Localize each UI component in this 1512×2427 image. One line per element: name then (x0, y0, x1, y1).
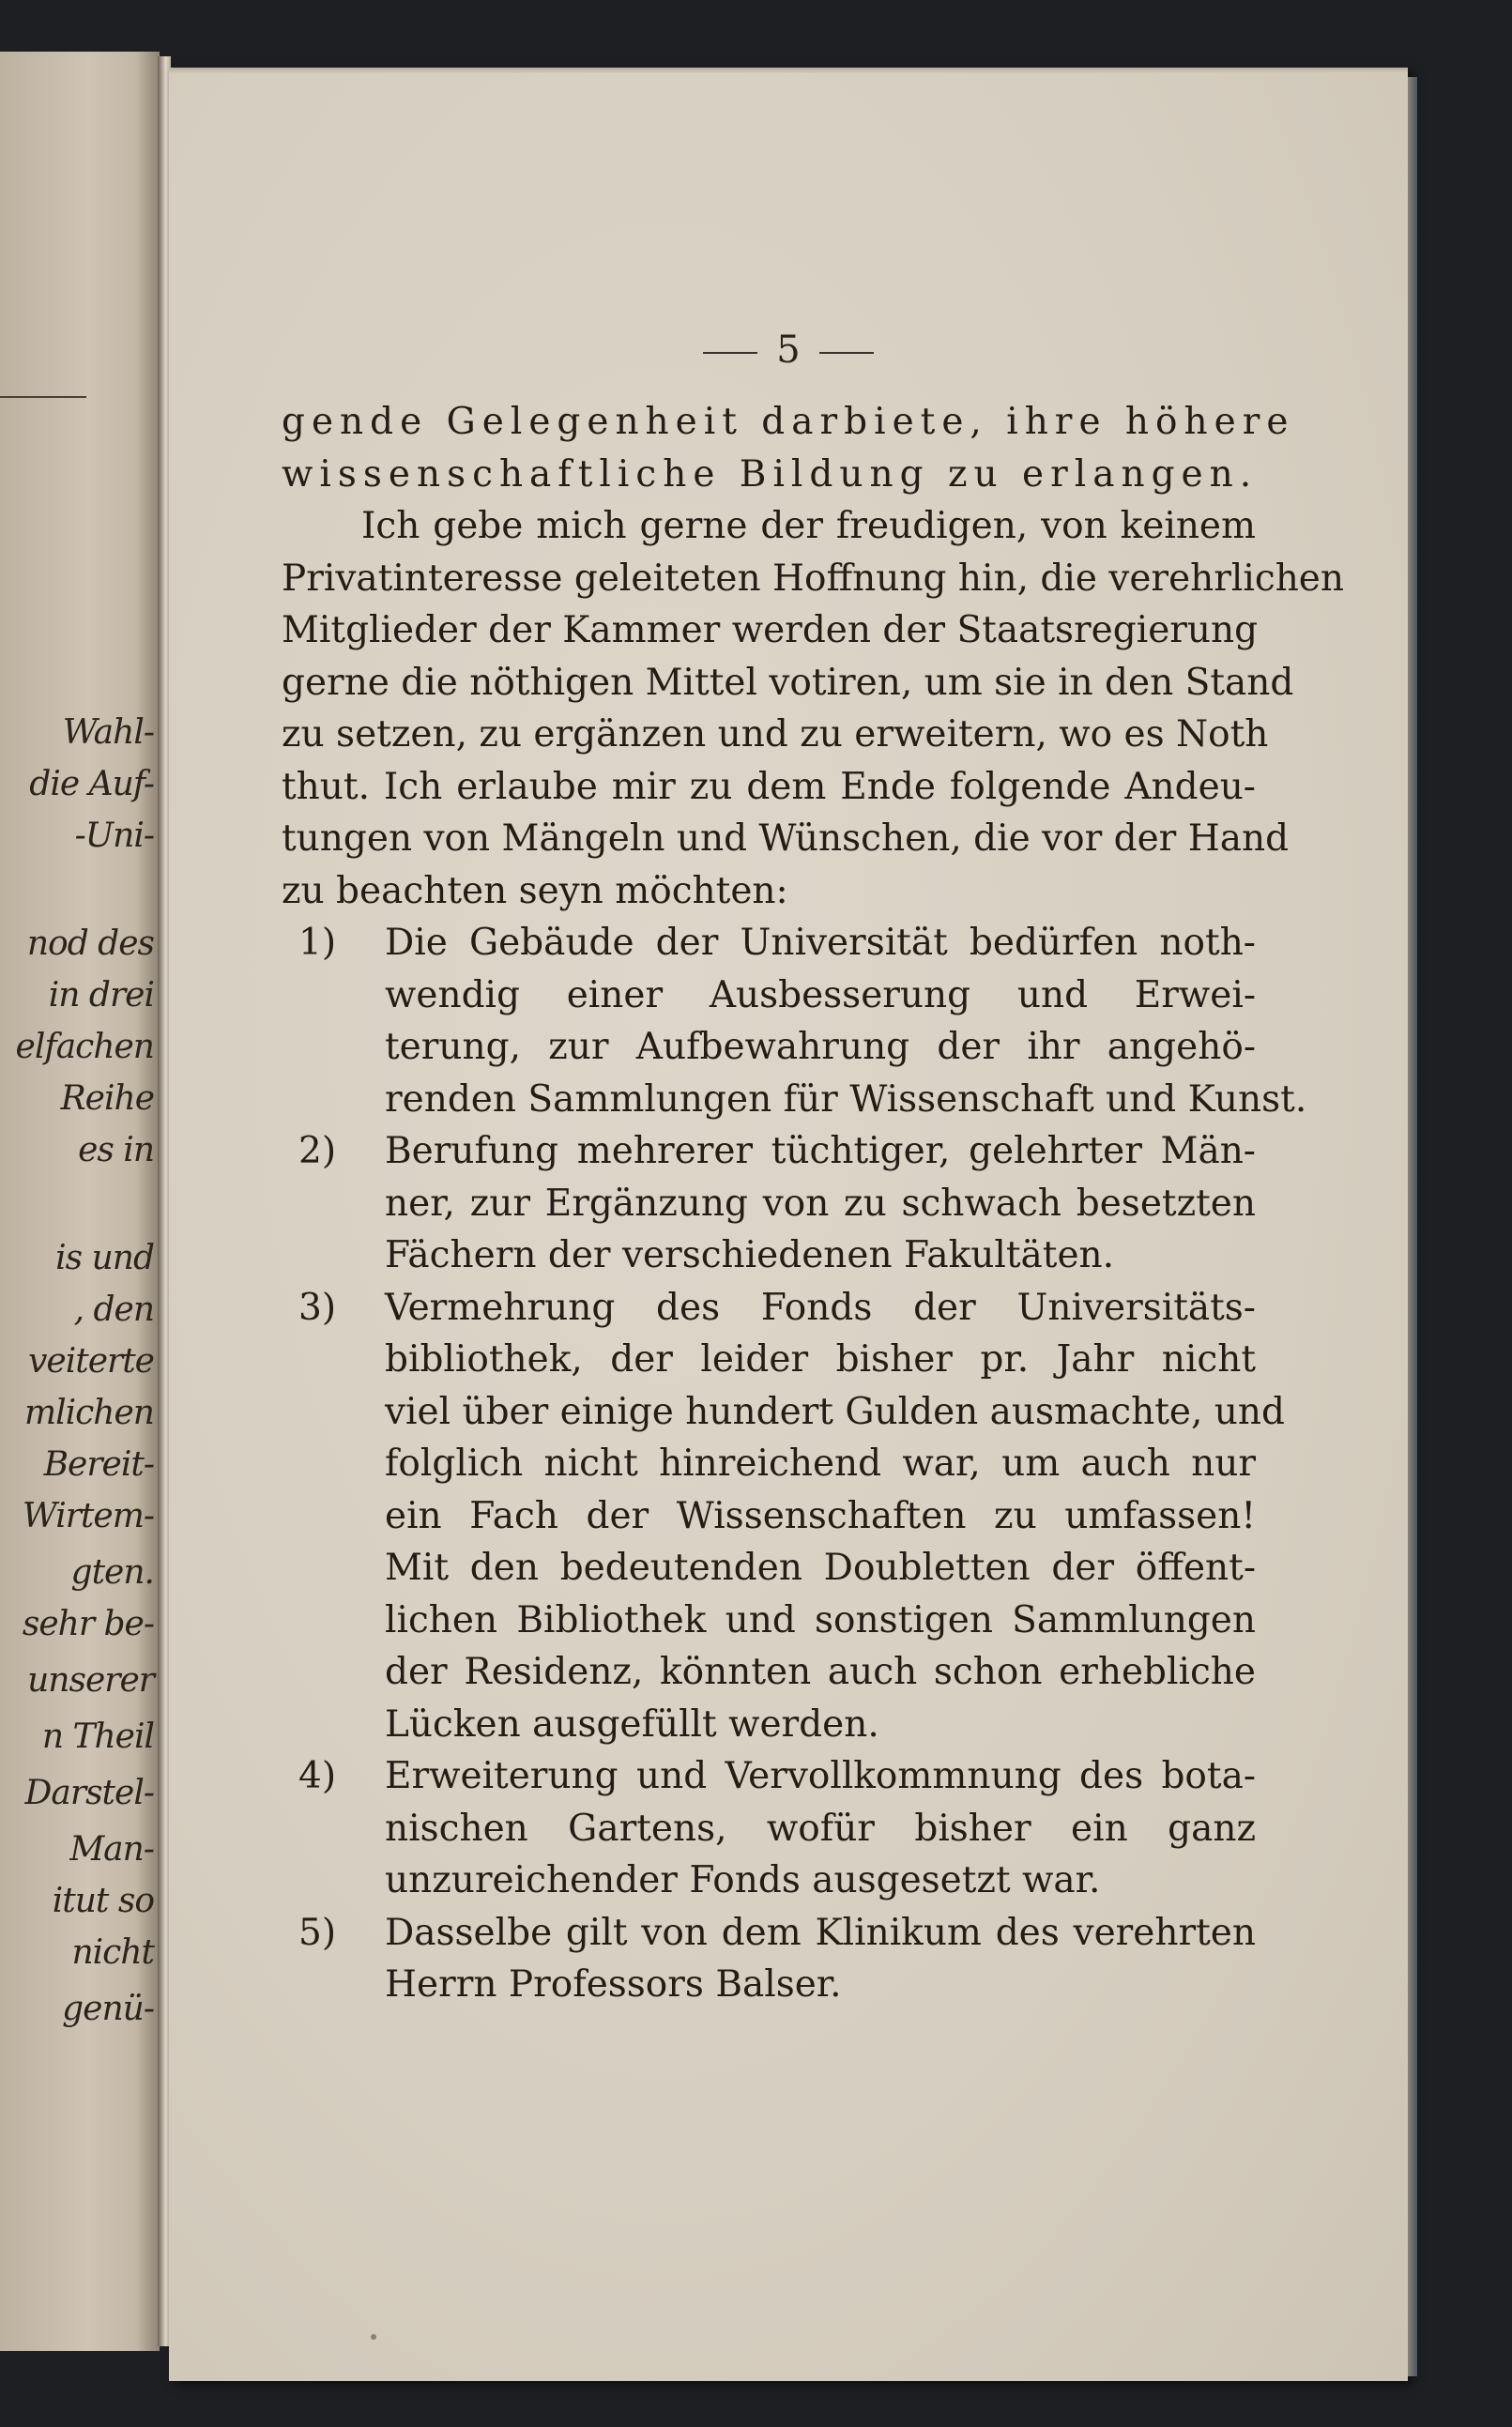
text-line: unzureichender Fonds ausgesetzt war. (385, 1859, 1101, 1901)
list-number: 5) (298, 1911, 337, 1954)
text-line: Ich gebe mich gerne der freudigen, von keinem (361, 505, 1256, 547)
facing-page-fragment: is und (55, 1239, 154, 1277)
text-line: nischen Gartens, wofür bisher ein ganz (385, 1807, 1256, 1850)
list-number: 3) (298, 1286, 337, 1329)
list-number: 1) (298, 922, 337, 964)
text-line: Mit den bedeutenden Doubletten der öffent- (385, 1547, 1256, 1589)
text-line: Mitglieder der Kammer werden der Staatsregierung (282, 609, 1259, 651)
paper-speck (371, 2334, 376, 2340)
text-line: bibliothek, der leider bisher pr. Jahr nicht (385, 1338, 1256, 1381)
list-item-1 (282, 917, 1307, 1125)
facing-page-fragment: Wahl- (62, 713, 154, 752)
text-line: thut. Ich erlaube mir zu dem Ende folgende Andeu- (282, 765, 1256, 808)
page-number-header (169, 328, 1408, 372)
header-rule-left (0, 396, 86, 398)
facing-page-fragment: gten. (70, 1553, 154, 1592)
facing-page-fragment: Bereit- (43, 1445, 154, 1484)
right-dash (819, 352, 874, 354)
facing-page-fragment: in drei (48, 976, 154, 1015)
facing-page-fragment: nod des (26, 924, 154, 963)
text-line: Dasselbe gilt von dem Klinikum des verehrten (385, 1911, 1256, 1954)
list-number: 2) (298, 1130, 337, 1172)
facing-page-fragment: n Theil (41, 1717, 154, 1756)
facing-page-fragment: veiterte (28, 1342, 154, 1381)
text-line: Privatinteresse geleiteten Hoffnung hin, die verehrlichen (282, 557, 1345, 600)
list-number: 4) (298, 1755, 337, 1797)
facing-page-fragment: Man- (69, 1830, 154, 1869)
text-line: Lücken ausgefüllt werden. (385, 1702, 879, 1746)
list-item-2 (282, 1125, 1256, 1282)
page-right-edge (1408, 77, 1417, 2376)
text-line: ein Fach der Wissenschaften zu umfassen! (385, 1494, 1256, 1537)
facing-page-fragment: Wirtem- (22, 1497, 154, 1535)
list-item-4 (282, 1750, 1256, 1907)
text-line: zu beachten seyn möchten: (282, 869, 788, 912)
facing-page-fragment: es in (78, 1131, 154, 1169)
facing-page-fragment: elfachen (15, 1028, 154, 1066)
page-top-edge (169, 68, 1408, 73)
facing-page-fragment: die Auf- (29, 765, 154, 803)
facing-page-fragment: itut so (52, 1882, 154, 1920)
text-line: gerne die nöthigen Mittel votiren, um sie in den Stand (282, 661, 1294, 704)
page-number: 5 (776, 328, 801, 372)
facing-page-fragment: mlichen (23, 1394, 154, 1432)
facing-page-fragment: Darstel- (24, 1774, 154, 1812)
body-text (282, 396, 1345, 2011)
list-item-3 (282, 1282, 1285, 1751)
facing-page-fragment: sehr be- (22, 1605, 154, 1643)
text-line: folglich nicht hinreichend war, um auch nur (385, 1442, 1256, 1485)
text-line: terung, zur Aufbewahrung der ihr angehö- (385, 1026, 1256, 1068)
text-line: gende Gelegenheit darbiete, ihre höhere (282, 401, 1295, 443)
text-line: Die Gebäude der Universität bedürfen noth- (385, 922, 1256, 964)
text-line: wissenschaftliche Bildung zu erlangen. (282, 452, 1259, 496)
facing-page-fragment: genü- (62, 1990, 154, 2028)
facing-page-fragment: nicht (71, 1933, 154, 1972)
list-item-5 (282, 1907, 1256, 2011)
text-line: viel über einige hundert Gulden ausmachte, und (385, 1390, 1285, 1433)
text-line: Fächern der verschiedenen Fakultäten. (385, 1234, 1115, 1276)
facing-page-left (0, 52, 160, 2351)
left-dash (703, 352, 757, 354)
facing-page-fragment: -Uni- (74, 817, 154, 855)
text-line: Herrn Professors Balser. (385, 1963, 842, 2006)
text-line: Berufung mehrerer tüchtiger, gelehrter Män- (385, 1130, 1256, 1172)
text-line: Erweiterung und Vervollkommnung des bota- (385, 1755, 1256, 1797)
paragraph-1 (282, 396, 1295, 500)
text-line: renden Sammlungen für Wissenschaft und Kunst. (385, 1077, 1307, 1121)
facing-page-fragment: unserer (27, 1661, 154, 1700)
text-line: Vermehrung des Fonds der Universitäts- (385, 1286, 1256, 1329)
text-line: der Residenz, könnten auch schon erhebliche (385, 1651, 1256, 1693)
text-line: ner, zur Ergänzung von zu schwach besetzten (385, 1182, 1256, 1225)
text-line: wendig einer Ausbesserung und Erwei- (385, 973, 1256, 1016)
book-page (169, 68, 1408, 2381)
text-line: lichen Bibliothek und sonstigen Sammlungen (385, 1598, 1256, 1641)
facing-page-fragment: Reihe (60, 1079, 154, 1118)
text-line: tungen von Mängeln und Wünschen, die vor der Hand (282, 817, 1290, 860)
paragraph-2 (282, 500, 1345, 917)
text-line: zu setzen, zu ergänzen und zu erweitern, wo es Noth (282, 713, 1269, 756)
facing-page-fragment: , den (73, 1290, 154, 1329)
